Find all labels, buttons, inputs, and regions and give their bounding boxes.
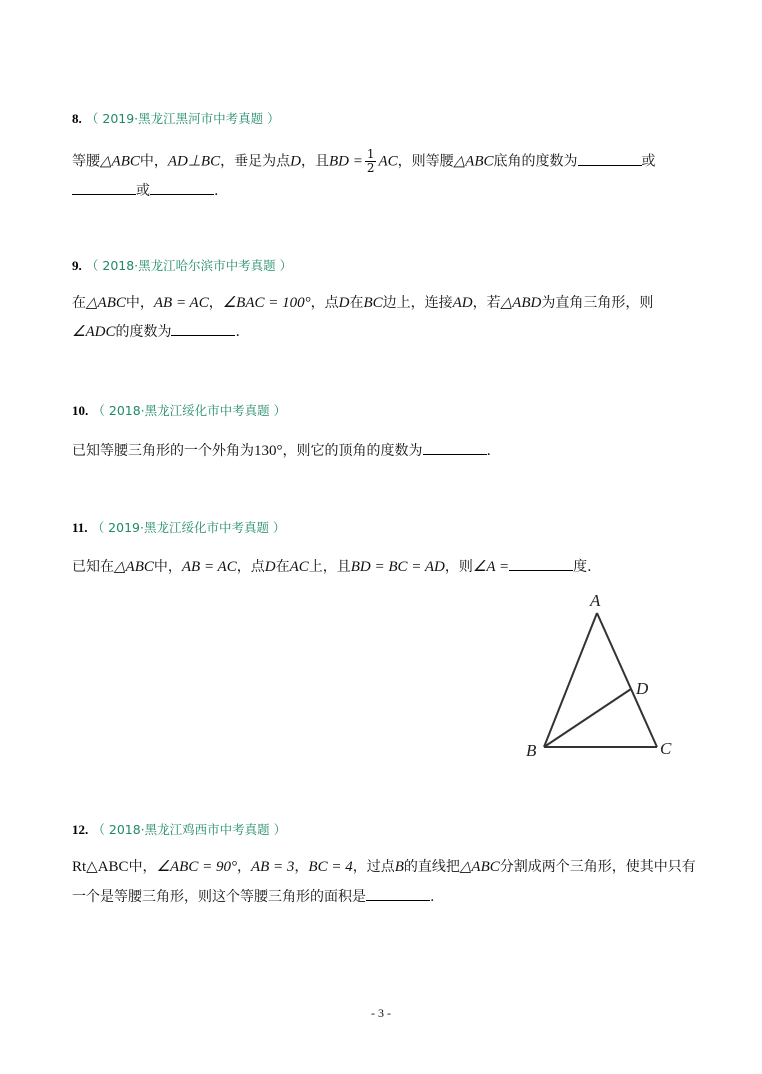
problem-source: （ 2018·黑龙江鸡西市中考真题 ） — [92, 822, 287, 837]
problem-source: （ 2018·黑龙江绥化市中考真题 ） — [92, 403, 287, 418]
problem-text-line-1: 已知在△ABC中，AB = AC，点D在AC上，且BD = BC = AD，则∠A = 度. — [72, 556, 592, 577]
problem-header — [72, 402, 692, 421]
segment-bd — [544, 689, 631, 747]
label-d: D — [636, 679, 649, 698]
problem-number: 8. — [72, 111, 82, 126]
answer-blank[interactable] — [366, 886, 430, 901]
fraction: $\frac{1}{2}$ — [366, 147, 375, 175]
problem-9 — [72, 257, 692, 340]
segment-ab — [544, 613, 597, 747]
page-number: - 3 - — [371, 1006, 391, 1020]
answer-blank[interactable] — [150, 180, 214, 195]
problem-text-line-2: 或 . — [72, 180, 218, 201]
problem-number: 10. — [72, 403, 89, 418]
triangle-diagram — [520, 590, 690, 765]
problem-header — [72, 821, 692, 840]
triangle-figure — [520, 590, 690, 765]
problem-number: 12. — [72, 822, 89, 837]
problem-text-line-2: ∠ADC的度数为 . — [72, 321, 240, 342]
problem-source: （ 2019·黑龙江黑河市中考真题 ） — [85, 111, 280, 126]
answer-blank[interactable] — [578, 151, 642, 166]
problem-header — [72, 110, 692, 129]
answer-blank[interactable] — [171, 321, 235, 336]
problem-text-line-1: Rt△ABC中，∠ABC = 90°，AB = 3，BC = 4，过点B的直线把△ABC分割成两个三角形，使其中只有 — [72, 859, 696, 875]
problem-number: 11. — [72, 520, 88, 535]
problem-text-line-2: 一个是等腰三角形，则这个等腰三角形的面积是 . — [72, 886, 434, 907]
problem-number: 9. — [72, 258, 82, 273]
problem-12 — [72, 821, 696, 905]
problem-source: （ 2019·黑龙江绥化市中考真题 ） — [91, 520, 286, 535]
problem-10 — [72, 402, 692, 459]
problem-text-line-1: 在△ABC中，AB = AC，∠BAC = 100°，点D在BC边上，连接AD，若△ABD为直角三角形，则 — [72, 295, 654, 311]
problem-8 — [72, 110, 692, 199]
problem-header — [72, 519, 692, 538]
problem-text-line-1: 等腰△ABC中，AD⊥BC，垂足为点D，且BD = $\frac{1}{2}$ AC，则等腰△ABC底角的度数为 或 — [72, 147, 656, 175]
answer-blank[interactable] — [72, 180, 136, 195]
answer-blank[interactable] — [423, 440, 487, 455]
label-b: B — [526, 741, 537, 760]
label-a: A — [590, 591, 601, 610]
label-c: C — [660, 739, 672, 758]
problem-header — [72, 257, 692, 276]
answer-blank[interactable] — [509, 556, 573, 571]
problem-text-line-1: 已知等腰三角形的一个外角为130°，则它的顶角的度数为 . — [72, 440, 491, 461]
problem-source: （ 2018·黑龙江哈尔滨市中考真题 ） — [85, 258, 293, 273]
problem-11 — [72, 519, 692, 575]
